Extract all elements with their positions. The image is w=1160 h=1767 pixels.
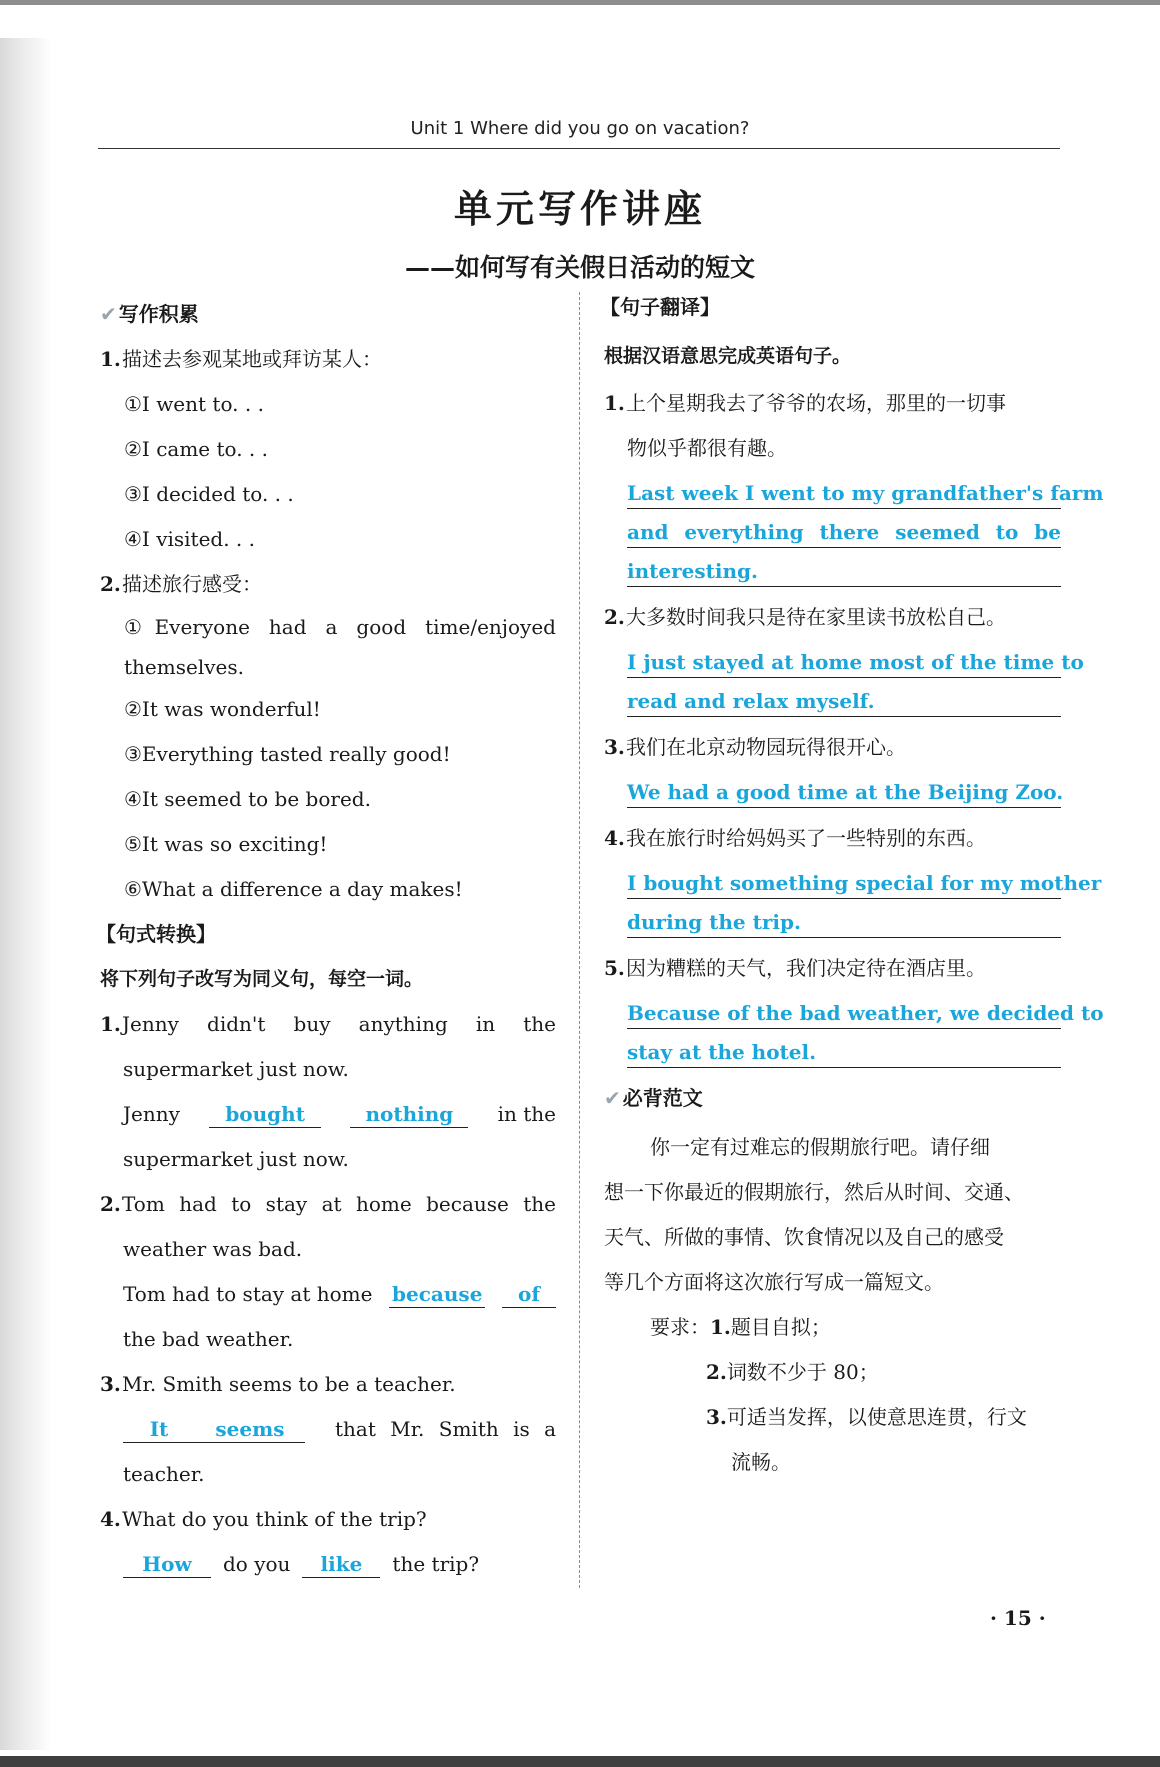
answer-line[interactable]: read and relax myself. (627, 686, 1061, 717)
essay-prompt (604, 1125, 1061, 1305)
requirement-3 (604, 1395, 1061, 1440)
requirement-num: 1. (710, 1315, 731, 1339)
transform-item-1: 1. Jenny didn't buy anything in the (100, 1012, 556, 1036)
phrase: ④It seemed to be bored. (124, 787, 371, 811)
answer-line (100, 1272, 556, 1317)
left-column (96, 292, 556, 1587)
answer-blank[interactable]: seems (195, 1416, 305, 1443)
answer-text: supermarket just now. (123, 1147, 349, 1171)
sentence-transform-heading: 【句式转换】 (96, 922, 216, 946)
phrase: ③I decided to. . . (124, 482, 294, 506)
requirement-text: 可适当发挥，以使意思连贯，行文 (726, 1405, 1027, 1429)
phrase: ⑤It was so exciting! (124, 832, 328, 856)
answer-line (100, 1407, 556, 1452)
answer-line[interactable]: Because of the bad weather, we decided to (627, 998, 1061, 1029)
answer-blank[interactable]: because (389, 1281, 485, 1308)
requirement-num: 3. (706, 1405, 727, 1429)
phrase: ③Everything tasted really good! (124, 742, 451, 766)
phrase: ①I went to. . . (124, 392, 264, 416)
running-header: Unit 1 Where did you go on vacation? (410, 118, 750, 139)
prompt-line: 想一下你最近的假期旅行，然后从时间、交通、 (604, 1180, 1024, 1204)
requirement-num: 2. (706, 1360, 727, 1384)
scan-bottom-edge (0, 1756, 1160, 1767)
translation-item-1: 1. 上个星期我去了爷爷的农场，那里的一切事 (604, 391, 1006, 415)
answer-text: that Mr. Smith is a (335, 1417, 556, 1441)
checkmark-icon: ✔ (100, 302, 117, 326)
answer-line[interactable]: during the trip. (627, 907, 1061, 938)
sentence-translation-heading: 【句子翻译】 (600, 295, 720, 319)
prompt-line: 你一定有过难忘的假期旅行吧。请仔细 (650, 1135, 990, 1159)
prompt-line: 天气、所做的事情、饮食情况以及自己的感受 (604, 1225, 1004, 1249)
requirement-text: 题目自拟； (730, 1315, 831, 1339)
phrase: ②It was wonderful! (124, 697, 321, 721)
phrase: ④I visited. . . (124, 527, 256, 551)
answer-text: the trip? (392, 1552, 480, 1576)
requirement-text: 流畅。 (731, 1450, 791, 1474)
answer-line[interactable]: I just stayed at home most of the time to (627, 647, 1061, 678)
transform-item-2: 2. Tom had to stay at home because the (100, 1192, 556, 1216)
translation-item-4: 4. 我在旅行时给妈妈买了一些特别的东西。 (604, 826, 986, 850)
answer-line[interactable]: stay at the hotel. (627, 1037, 1061, 1068)
answer-text: do you (223, 1552, 291, 1576)
answer-text: teacher. (123, 1462, 205, 1486)
answer-line[interactable]: I bought something special for my mother (627, 868, 1061, 899)
question-text: supermarket just now. (123, 1057, 349, 1081)
right-column (600, 285, 1104, 1485)
answer-block (604, 998, 1104, 1068)
translation-item-5: 5. 因为糟糕的天气，我们决定待在酒店里。 (604, 956, 986, 980)
requirement-1 (604, 1305, 1061, 1350)
transform-item-3: 3. Mr. Smith seems to be a teacher. (100, 1372, 456, 1396)
translation-item-2: 2. 大多数时间我只是待在家里读书放松自己。 (604, 605, 1006, 629)
page-number: · 15 · (990, 1606, 1046, 1630)
answer-blank[interactable]: nothing (350, 1101, 468, 1128)
phrase: ②I came to. . . (124, 437, 268, 461)
answer-blank[interactable]: bought (209, 1101, 321, 1128)
checkmark-icon: ✔ (604, 1086, 621, 1110)
accum-item-1: 1. 描述去参观某地或拜访某人： (100, 347, 382, 371)
accum-item-2: 2. 描述旅行感受： (100, 572, 262, 596)
answer-blank[interactable]: of (502, 1281, 556, 1308)
page-spine-shadow (0, 38, 52, 1750)
answer-blank[interactable]: How (123, 1551, 211, 1578)
phrase: ⑥What a difference a day makes! (124, 877, 463, 901)
answer-text: in the (497, 1102, 556, 1126)
answer-block (604, 478, 1104, 587)
answer-line (100, 1092, 556, 1137)
page-title: 单元写作讲座 (453, 187, 706, 231)
answer-block (604, 777, 1064, 808)
answer-line (100, 1542, 556, 1587)
header-rule (98, 148, 1060, 149)
sentence-transform-instruction: 将下列句子改写为同义句，每空一词。 (100, 968, 424, 990)
answer-line[interactable]: and everything there seemed to be (627, 517, 1061, 548)
answer-block (604, 868, 1102, 938)
requirement-label: 要求： (650, 1315, 710, 1339)
transform-item-4: 4. What do you think of the trip? (100, 1507, 427, 1531)
answer-text: Tom had to stay at home (123, 1282, 373, 1306)
chinese-text: 物似乎都很有趣。 (627, 436, 787, 460)
answer-line[interactable]: We had a good time at the Beijing Zoo. (627, 777, 1061, 808)
answer-blank[interactable]: It (123, 1416, 195, 1443)
writing-accumulation-heading: ✔ 写作积累 (100, 292, 556, 337)
answer-line[interactable]: Last week I went to my grandfather's farm (627, 478, 1061, 509)
answer-text: the bad weather. (123, 1327, 294, 1351)
sentence-translation-instruction: 根据汉语意思完成英语句子。 (604, 345, 852, 367)
answer-line[interactable]: interesting. (627, 556, 1061, 587)
page-subtitle: ——如何写有关假日活动的短文 (404, 253, 755, 282)
requirement-text: 词数不少于 80； (726, 1360, 879, 1384)
translation-item-3: 3. 我们在北京动物园玩得很开心。 (604, 735, 906, 759)
answer-blank[interactable]: like (302, 1551, 380, 1578)
requirement-2 (604, 1350, 1061, 1395)
column-divider (579, 292, 580, 1588)
scan-top-edge (0, 0, 1160, 5)
phrase: ①Everyone had a good time/enjoyed themselves. (124, 615, 556, 679)
prompt-line: 等几个方面将这次旅行写成一篇短文。 (604, 1270, 944, 1294)
answer-block (604, 647, 1084, 717)
question-text: weather was bad. (123, 1237, 303, 1261)
answer-text: Jenny (123, 1102, 180, 1126)
model-essay-heading: ✔ 必背范文 (604, 1076, 1061, 1121)
